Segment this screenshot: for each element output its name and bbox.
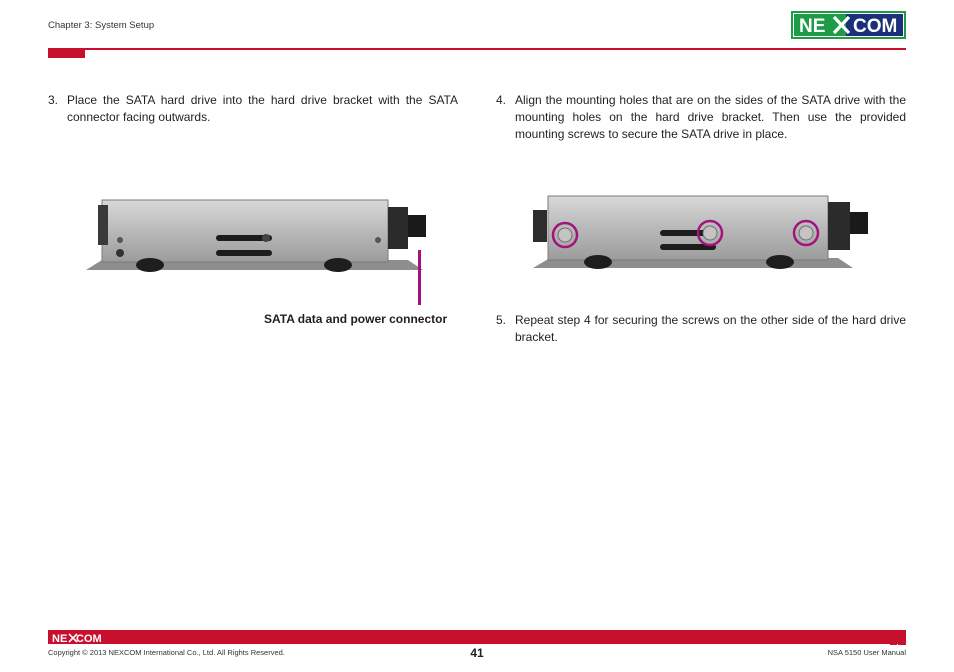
callout-line	[418, 250, 421, 305]
step-number: 3.	[48, 93, 59, 107]
footer-nexcom-logo	[52, 632, 108, 643]
chapter-title: Chapter 3: System Setup	[48, 20, 155, 31]
manual-title: NSA 5150 User Manual	[827, 648, 906, 657]
step-3	[48, 92, 458, 126]
footer-deco-square	[890, 638, 897, 645]
drive-bracket-figure-right	[528, 190, 873, 275]
footer-deco-square	[890, 630, 897, 637]
footer-deco-square	[898, 638, 906, 645]
drive-bracket-figure-left	[78, 195, 433, 280]
header-rule	[48, 48, 906, 50]
copyright-text: Copyright © 2013 NEXCOM International Co., Ltd. All Rights Reserved.	[48, 648, 285, 657]
screw-3	[799, 226, 813, 240]
svg-text:NE: NE	[52, 633, 68, 643]
step-5	[496, 312, 906, 346]
step-text: Align the mounting holes that are on the sides of the SATA drive with the mounting holes on the hard drive bracket. Then use the provided mounting screws to secure the SATA drive in place.	[515, 93, 906, 141]
screw-2	[703, 226, 717, 240]
screw-1	[558, 228, 572, 242]
step-4	[496, 92, 906, 143]
step-number: 5.	[496, 313, 507, 327]
nexcom-logo	[791, 11, 906, 39]
footer-bar	[48, 630, 906, 644]
svg-text:COM: COM	[853, 16, 898, 37]
page-number: 41	[470, 646, 484, 660]
step-text: Repeat step 4 for securing the screws on the other side of the hard drive bracket.	[515, 313, 906, 344]
svg-text:NE: NE	[799, 16, 826, 37]
header-tab	[48, 48, 85, 58]
step-number: 4.	[496, 93, 507, 107]
step-text: Place the SATA hard drive into the hard drive bracket with the SATA connector facing outwards.	[67, 93, 458, 124]
svg-text:COM: COM	[76, 633, 102, 643]
connector-callout: SATA data and power connector	[264, 312, 448, 326]
